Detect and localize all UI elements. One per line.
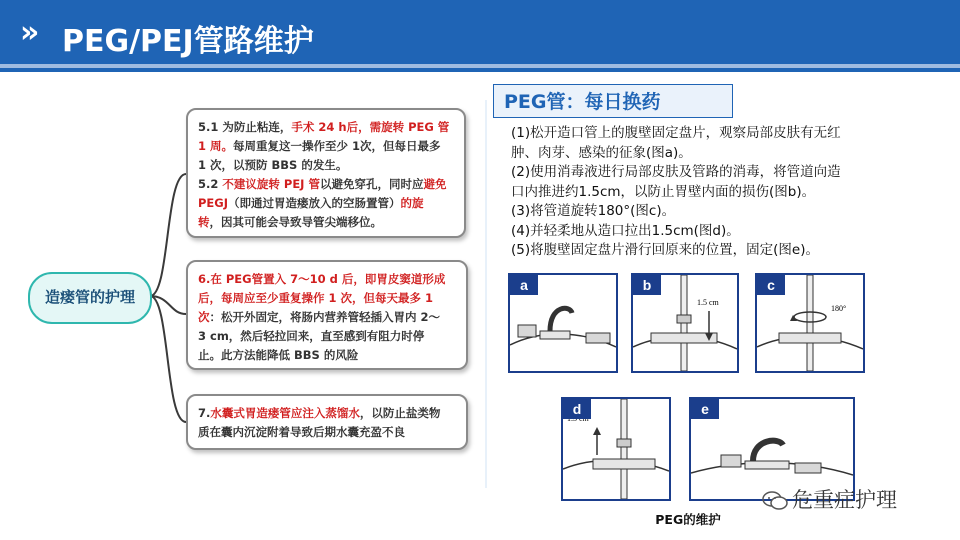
page-title: PEG/PEJ管路维护 xyxy=(62,24,314,59)
figure-tag: d xyxy=(563,399,591,419)
highlight-text: 次 xyxy=(198,310,210,324)
section-title: PEG管：每日换药 xyxy=(493,84,733,118)
figure-tag: e xyxy=(691,399,719,419)
note-box-5 xyxy=(186,108,466,238)
procedure-panel xyxy=(493,78,953,538)
mindmap-panel xyxy=(10,84,478,488)
title-bar xyxy=(0,0,960,72)
text: 7. xyxy=(198,406,211,420)
note-box-6 xyxy=(186,260,468,370)
step-line: (2)使用消毒液进行局部皮肤及管路的消毒，将管道向造 xyxy=(511,164,841,180)
step-line: (3)将管道旋转180°(图c)。 xyxy=(511,203,676,219)
highlight-text: 手术 24 h后，需旋转 PEG 管 xyxy=(291,120,450,134)
step-line: (4)并轻柔地从造口拉出1.5cm(图d)。 xyxy=(511,222,740,239)
figure-a xyxy=(508,273,618,373)
text: ，因其可能会导致导管尖端移位。 xyxy=(209,215,382,229)
text: 每周重复这一操作至少 1次，但每日最多 xyxy=(233,139,441,153)
text: ，以防止盐类物 xyxy=(359,406,441,420)
step-list xyxy=(511,124,931,261)
text: 以避免穿孔，同时应 xyxy=(319,177,424,191)
text: ：松开外固定，将肠内营养管轻插入胃内 2～ xyxy=(209,310,441,324)
rotation-label: 180° xyxy=(831,304,847,313)
step-line: 口内推进约1.5cm，以防止胃壁内面的损伤(图b)。 xyxy=(511,183,816,200)
figure-tag: a xyxy=(510,275,538,295)
step-line: (1)松开造口管上的腹壁固定盘片，观察局部皮肤有无红 xyxy=(511,125,841,141)
step-line: (5)将腹壁固定盘片滑行回原来的位置，固定(图e)。 xyxy=(511,242,819,258)
text: （即通过胃造瘘放入的空肠置管） xyxy=(228,196,401,210)
note-box-7 xyxy=(186,394,468,450)
highlight-text: 后，每周应至少重复操作 1 次，但每天最多 1 xyxy=(198,291,434,305)
wechat-icon xyxy=(762,491,788,511)
text: 1 次，以预防 BBS 的发生。 xyxy=(198,158,348,172)
highlight-text: 转 xyxy=(198,215,210,229)
measure-label: 1.5 cm xyxy=(697,298,719,307)
step-line: 肿、肉芽、感染的征象(图a)。 xyxy=(511,144,692,161)
highlight-text: 不建议旋转 PEJ 管 xyxy=(222,177,320,191)
highlight-text: 水囊式胃造瘘管应注入蒸馏水 xyxy=(210,406,360,420)
highlight-text: 6.在 PEG管置入 7～10 d 后，即胃皮窦道形成 xyxy=(198,272,446,286)
figure-tag: c xyxy=(757,275,785,295)
figure-d xyxy=(561,397,671,501)
highlight-text: 的旋 xyxy=(400,196,424,210)
divider xyxy=(485,100,487,488)
chevron-icon: » xyxy=(20,15,34,50)
text: 质在囊内沉淀附着导致后期水囊充盈不良 xyxy=(198,425,405,439)
mindmap-root: 造瘘管的护理 xyxy=(28,272,152,324)
text: 5.2 xyxy=(198,177,223,191)
header-stripe xyxy=(0,64,960,68)
text: 3 cm，然后轻拉回来，直至感到有阻力时停 xyxy=(198,329,425,343)
figure-caption: PEG的维护 xyxy=(655,512,721,527)
figure-tag: b xyxy=(633,275,661,295)
highlight-text: 1 周。 xyxy=(198,139,234,153)
highlight-text: 避免 xyxy=(423,177,447,191)
highlight-text: PEGJ xyxy=(198,196,229,210)
watermark xyxy=(762,484,897,514)
watermark-text: 危重症护理 xyxy=(792,488,897,512)
text: 5.1 为防止粘连， xyxy=(198,120,292,134)
text: 止。此方法能降低 BBS 的风险 xyxy=(198,348,359,362)
figure-c xyxy=(755,273,865,373)
figure-b xyxy=(631,273,739,373)
